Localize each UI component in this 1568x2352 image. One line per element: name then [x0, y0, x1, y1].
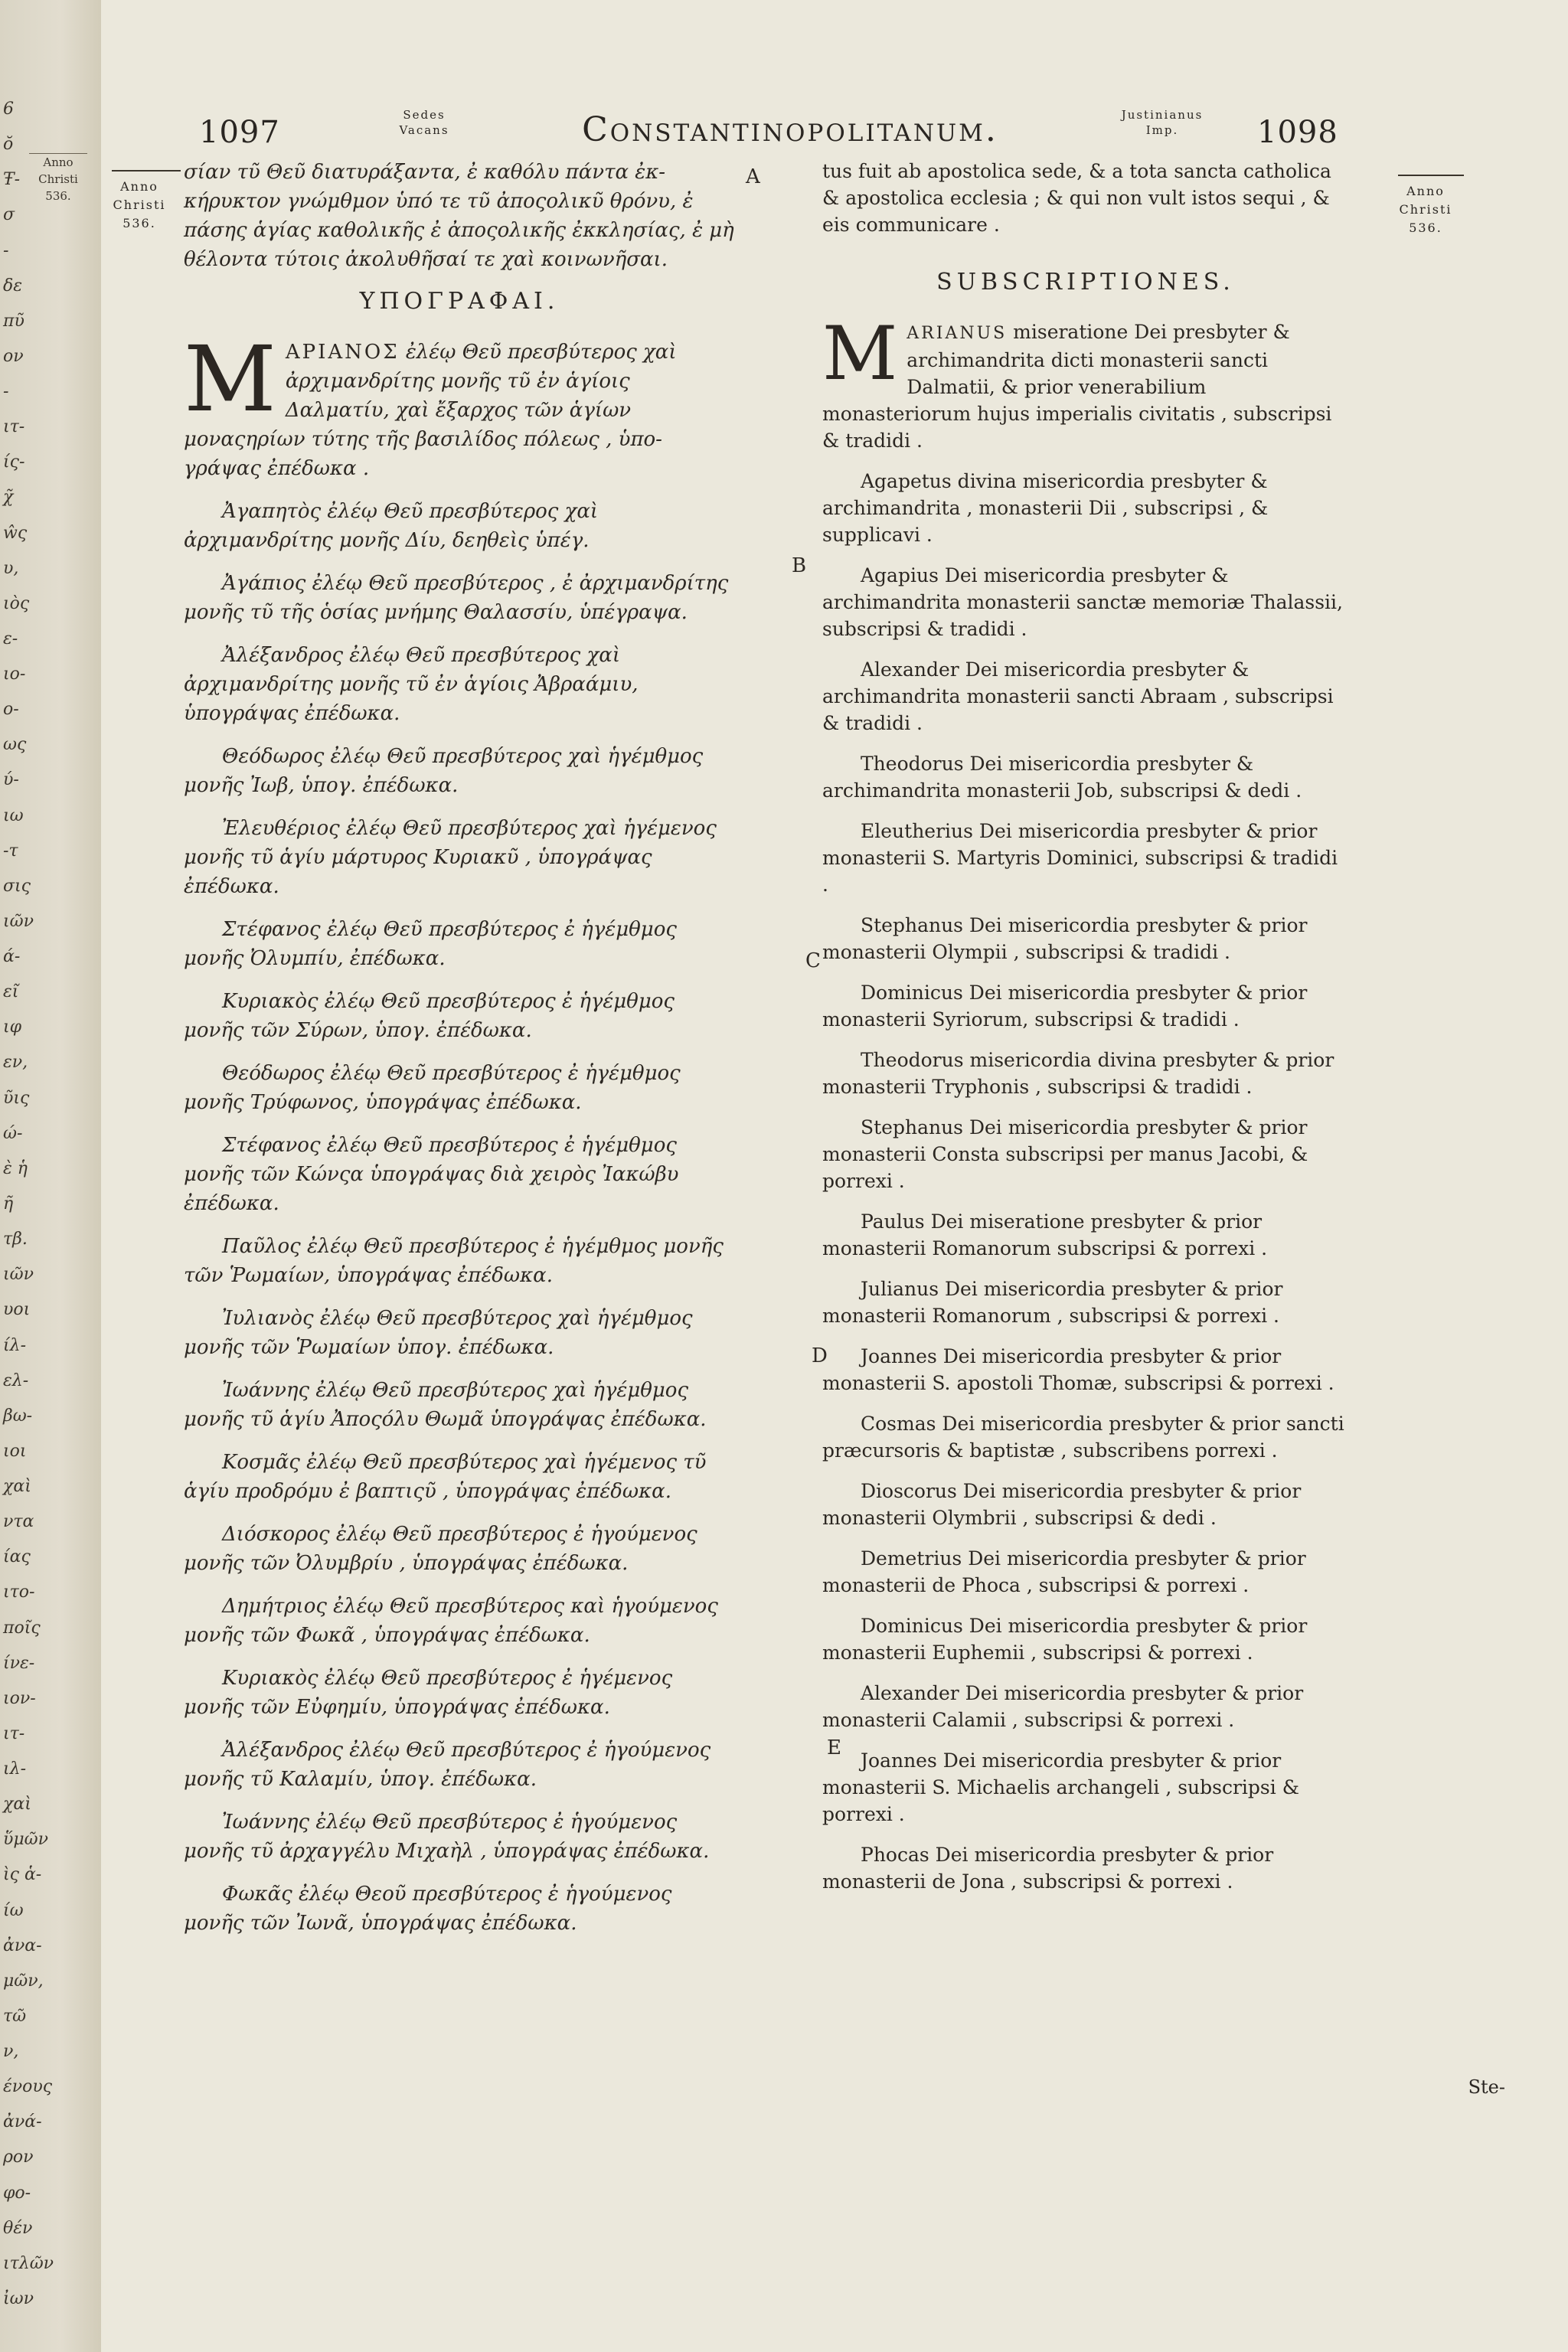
latin-entry: Cosmas Dei misericordia presbyter & prior sancti præcursoris & baptistæ , subscribens porrexi . — [822, 1413, 1344, 1462]
gutter-fragment: ŏ — [3, 135, 14, 154]
gutter-fragment: χ̃ — [3, 488, 14, 507]
gutter-fragment: πῦ — [3, 312, 24, 331]
gutter-fragment: ιτο- — [3, 1583, 35, 1602]
gutter-fragment: ρον — [3, 2148, 34, 2167]
gutter-fragment: ῆ — [3, 1194, 14, 1214]
latin-entry: Joannes Dei misericordia presbyter & prior monasterii S. apostoli Thomæ, subscripsi & porrexi . — [822, 1345, 1334, 1394]
latin-entry: Theodorus misericordia divina presbyter & prior monasterii Tryphonis , subscripsi & tradidi . — [822, 1049, 1334, 1098]
gutter-fragment: μῶν, — [3, 1971, 44, 1991]
greek-heading: ΥΠΟΓΡΑΦΑΙ. — [359, 288, 560, 315]
margin-rule-left — [112, 170, 181, 172]
greek-entry: Θεόδωρος ἐλέῳ Θεῦ πρεσβύτερος ἐ ἡγέμθμος μονῆς Τρύφωνος, ὑπογράψας ἐπέδωκα. — [184, 1062, 681, 1114]
gutter-fragment: ελ- — [3, 1371, 29, 1390]
gutter-fragment: τβ. — [3, 1230, 28, 1249]
gutter-fragment: ύ- — [3, 770, 19, 789]
gutter-fragment: εῖ — [3, 982, 19, 1001]
gutter-fragment: υ, — [3, 559, 19, 578]
gutter-fragment: ιοι — [3, 1442, 27, 1461]
latin-entry: Joannes Dei misericordia presbyter & prior monasterii S. Michaelis archangeli , subscripsi & porrexi . — [822, 1749, 1299, 1825]
gutter-fragment: υοι — [3, 1300, 31, 1319]
greek-entries — [184, 497, 735, 1938]
gutter-fragment: θέν — [3, 2219, 33, 2238]
gutter-fragment: ὶς ἁ- — [3, 1865, 42, 1884]
running-title: Constantinopolitanum. — [582, 110, 998, 149]
header-vacans: Vacans — [399, 123, 449, 137]
latin-first-caps: ARIANUS — [906, 324, 1008, 343]
greek-entry: Στέφανος ἐλέῳ Θεῦ πρεσβύτερος ἐ ἡγέμθμος μονῆς Ὀλυμπίυ, ἐπέδωκα. — [184, 918, 677, 970]
margin-rule-right — [1398, 175, 1464, 176]
gutter-fragment: ε- — [3, 629, 18, 648]
latin-entry: Agapetus divina misericordia presbyter & archimandrita , monasterii Dii , subscripsi , & supplicavi . — [822, 470, 1269, 546]
page-number-right: 1098 — [1257, 115, 1338, 150]
gutter-fragment: - — [3, 382, 9, 401]
gutter-fragment: ιῶν — [3, 1265, 34, 1284]
greek-entry: Ἰωάννης ἐλέῳ Θεῦ πρεσβύτερος χαὶ ἡγέμθμος μονῆς τῦ ἁγίυ Ἀποςόλυ Θωμᾶ ὑπογράψας ἐπέδωκα. — [184, 1379, 707, 1431]
greek-first-caps: ΑΡΙΑΝΟΣ — [285, 341, 400, 364]
latin-heading: SUBSCRIPTIONES. — [936, 269, 1235, 296]
latin-entry: Alexander Dei misericordia presbyter & archimandrita monasterii sancti Abraam , subscripsi & tradidi . — [822, 658, 1334, 734]
gutter-fragment: ίω — [3, 1901, 24, 1920]
latin-entry: Julianus Dei misericordia presbyter & prior monasterii Romanorum , subscripsi & porrexi . — [822, 1278, 1283, 1327]
latin-entry: Demetrius Dei misericordia presbyter & prior monasterii de Phoca , subscripsi & porrexi . — [822, 1547, 1306, 1596]
gutter-fragment: ἀνα- — [3, 1936, 42, 1955]
gutter-fragment: ένους — [3, 2077, 53, 2096]
gutter-fragment: 6 — [3, 100, 14, 119]
gutter-fragment: ντα — [3, 1512, 34, 1531]
margin-anno-christi-right: Anno Christi 536. — [1399, 184, 1452, 235]
gutter-fragment: ίς- — [3, 452, 25, 472]
gutter-fragment: ιο- — [3, 665, 26, 684]
latin-entry: Dioscorus Dei misericordia presbyter & prior monasterii Olymbrii , subscripsi & dedi . — [822, 1480, 1302, 1529]
greek-entry: Ἀλέξανδρος ἐλέῳ Θεῦ πρεσβύτερος ἐ ἡγούμενος μονῆς τῦ Καλαμίυ, ὑπογ. ἐπέδωκα. — [184, 1739, 711, 1791]
catchword: Ste- — [1468, 2076, 1505, 2098]
gutter-fragment: ἰων — [3, 2289, 34, 2308]
greek-entry: Διόσκορος ἐλέῳ Θεῦ πρεσβύτερος ἐ ἡγούμενος μονῆς τῶν Ὀλυμβρίυ , ὑπογράψας ἐπέδωκα. — [184, 1523, 697, 1575]
gutter-fragment: ἀνά- — [3, 2112, 42, 2132]
latin-entry: Eleutherius Dei misericordia presbyter & prior monasterii S. Martyris Dominici, subscripsi & tradidi . — [822, 820, 1338, 896]
section-letter-c: C — [805, 949, 821, 972]
latin-entry: Alexander Dei misericordia presbyter & prior monasterii Calamii , subscripsi & porrexi . — [822, 1682, 1304, 1731]
gutter-fragment: χαὶ — [3, 1795, 31, 1814]
gutter-fragment: ον — [3, 347, 24, 366]
gutter-fragment: ίας — [3, 1547, 31, 1566]
gutter-fragment: ιτ- — [3, 417, 25, 436]
gutter-fragment: ιτλῶν — [3, 2254, 54, 2273]
gutter-fragment: ῦις — [3, 1089, 30, 1108]
header-sedes: Sedes — [403, 108, 446, 122]
greek-entry: Ἀγαπητὸς ἐλέῳ Θεῦ πρεσβύτερος χαὶ ἀρχιμανδρίτης μονῆς Δίυ, δεηθεὶς ὑπέγ. — [184, 500, 599, 552]
header-imp: Imp. — [1145, 123, 1179, 137]
greek-first-entry — [184, 326, 735, 483]
section-letter-a: A — [746, 165, 760, 188]
header-justinianus: Justinianus — [1121, 108, 1204, 122]
latin-entry: Dominicus Dei misericordia presbyter & prior monasterii Syriorum, subscripsi & tradidi . — [822, 982, 1308, 1031]
latin-entry: Dominicus Dei misericordia presbyter & prior monasterii Euphemii , subscripsi & porrexi . — [822, 1615, 1308, 1664]
gutter-fragment: ως — [3, 735, 27, 754]
greek-entry: Ἰυλιανὸς ἐλέῳ Θεῦ πρεσβύτερος χαὶ ἡγέμθμος μονῆς τῶν Ῥωμαίων ὑπογ. ἐπέδωκα. — [184, 1307, 693, 1359]
gutter-fragment: ίλ- — [3, 1336, 27, 1355]
greek-entry: Θεόδωρος ἐλέῳ Θεῦ πρεσβύτερος χαὶ ἡγέμθμος μονῆς Ἰωβ, ὑπογ. ἐπέδωκα. — [184, 745, 704, 797]
greek-entry: Στέφανος ἐλέῳ Θεῦ πρεσβύτερος ἐ ἡγέμθμος μονῆς τῶν Κώνςα ὑπογράψας διὰ χειρὸς Ἰακώβυ ἐπέδωκα. — [184, 1134, 679, 1215]
gutter-fragment: ιὸς — [3, 594, 30, 613]
greek-entry: Ἰωάννης ἐλέῳ Θεῦ πρεσβύτερος ἐ ἡγούμενος μονῆς τῦ ἀρχαγγέλυ Μιχαὴλ , ὑπογράψας ἐπέδωκα. — [184, 1811, 710, 1863]
gutter-fragment: ιω — [3, 806, 24, 825]
gutter-fragment: ὕμῶν — [3, 1830, 48, 1849]
greek-entry: Ἀλέξανδρος ἐλέῳ Θεῦ πρεσβύτερος χαὶ ἀρχιμανδρίτης μονῆς τῦ ἐν ἁγίοις Ἀβραάμιυ, ὑπογράψας ἐπέδωκα. — [184, 644, 639, 725]
gutter-fragment: χαὶ — [3, 1477, 31, 1496]
gutter-fragment: -τ — [3, 841, 18, 861]
gutter-anno-christi: Anno Christi 536. — [29, 153, 87, 204]
gutter-fragment: Ŧ- — [3, 170, 21, 189]
gutter-fragment: βω- — [3, 1406, 33, 1426]
greek-entry: Κοσμᾶς ἐλέῳ Θεῦ πρεσβύτερος χαὶ ἡγέμενος τῦ ἁγίυ προδρόμυ ἐ βαπτιςῦ , ὑπογράψας ἐπέδωκα. — [184, 1451, 707, 1503]
section-letter-b: B — [792, 554, 807, 577]
latin-column — [822, 158, 1349, 1909]
gutter-fragment: ιλ- — [3, 1759, 27, 1779]
latin-first-text: miseratione Dei presbyter & archimandrita dicti monasterii sancti Dalmatii, & prior venerabilium monasteriorum hujus imperialis civitatis , subscripsi & tradidi . — [822, 321, 1332, 452]
page-number-left: 1097 — [199, 115, 280, 150]
gutter-fragment: ŵς — [3, 524, 28, 543]
latin-entries — [822, 468, 1349, 1895]
greek-entry: Φωκᾶς ἐλέῳ Θεοῦ πρεσβύτερος ἐ ἡγούμενος μονῆς τῶν Ἰωνᾶ, ὑπογράψας ἐπέδωκα. — [184, 1883, 672, 1935]
gutter-fragment: ώ- — [3, 1124, 23, 1143]
greek-entry: Ἀγάπιος ἐλέῳ Θεῦ πρεσβύτερος , ἐ ἀρχιμανδρίτης μονῆς τῦ τῆς ὁσίας μνήμης Θαλασσίυ, ὑπέγραψα. — [184, 572, 729, 624]
gutter-fragment: ίνε- — [3, 1654, 35, 1673]
latin-entry: Theodorus Dei misericordia presbyter & archimandrita monasterii Job, subscripsi & dedi . — [822, 753, 1302, 802]
greek-entry: Παῦλος ἐλέῳ Θεῦ πρεσβύτερος ἐ ἡγέμθμος μονῆς τῶν Ῥωμαίων, ὑπογράψας ἐπέδωκα. — [184, 1235, 724, 1287]
greek-entry: Δημήτριος ἐλέῳ Θεῦ πρεσβύτερος καὶ ἡγούμενος μονῆς τῶν Φωκᾶ , ὑπογράψας ἐπέδωκα. — [184, 1595, 718, 1647]
adjacent-page-gutter — [0, 0, 103, 2352]
greek-entry: Ἐλευθέριος ἐλέῳ Θεῦ πρεσβύτερος χαὶ ἡγέμενος μονῆς τῦ ἁγίυ μάρτυρος Κυριακῦ , ὑπογράψας ἐπέδωκα. — [184, 817, 717, 898]
greek-intro: σίαν τῦ Θεῦ διατυράξαντα, ἐ καθόλυ πάντα ἐκ-κήρυκτον γνώμθμον ὑπό τε τῦ ἀποςολικῦ θρόνυ, ἐ πάσης ἁγίας καθολικῆς ἐ ἀποςολικῆς ἐκκλησίας, ἐ μὴ θέλοντα τύτοις ἀκολυθῆσαί τε χαὶ κοινωνῆσαι. — [184, 161, 734, 271]
gutter-fragment: ιον- — [3, 1689, 36, 1708]
latin-intro: tus fuit ab apostolica sede, & a tota sancta catholica & apostolica ecclesia ; & qui non vult istos sequi , & eis communicare . — [822, 160, 1331, 236]
gutter-fragment: ιφ — [3, 1018, 22, 1037]
gutter-fragment: σις — [3, 877, 31, 896]
gutter-fragment: εν, — [3, 1053, 28, 1072]
greek-dropcap: Μ — [184, 326, 276, 432]
gutter-fragment: ποῖς — [3, 1619, 41, 1638]
greek-first-text: ἐλέῳ Θεῦ πρεσβύτερος χαὶ ἀρχιμανδρίτης μονῆς τῦ ἐν ἁγίοις Δαλματίυ, χαὶ ἔξαρχος τῶν ἁγίων μοναςηρίων τύτης τῆς βασιλίδος πόλεως , ὑπο-γράψας ἐπέδωκα . — [184, 341, 677, 480]
latin-entry: Stephanus Dei misericordia presbyter & prior monasterii Olympii , subscripsi & tradidi . — [822, 914, 1308, 963]
header-justinianus-imp — [1093, 107, 1231, 138]
gutter-fragment: ο- — [3, 700, 19, 719]
margin-anno-christi-left: Anno Christi 536. — [113, 179, 166, 230]
gutter-fragment: ιῶν — [3, 912, 34, 931]
gutter-fragment: ιτ- — [3, 1724, 25, 1743]
gutter-fragment: φο- — [3, 2184, 31, 2203]
section-letter-e: E — [827, 1736, 841, 1759]
latin-entry: Agapius Dei misericordia presbyter & archimandrita monasterii sanctæ memoriæ Thalassii, subscripsi & tradidi . — [822, 564, 1343, 640]
gutter-fragment: σ — [3, 205, 15, 224]
gutter-fragment: δε — [3, 276, 23, 296]
gutter-fragment: ν, — [3, 2042, 19, 2061]
gutter-fragment: - — [3, 241, 9, 260]
section-letter-d: D — [812, 1344, 828, 1367]
latin-entry: Stephanus Dei misericordia presbyter & prior monasterii Consta subscripsi per manus Jacobi, & porrexi . — [822, 1116, 1308, 1192]
header-sedes-vacans — [378, 107, 470, 138]
latin-entry: Phocas Dei misericordia presbyter & prior monasterii de Jona , subscripsi & porrexi . — [822, 1844, 1274, 1893]
latin-dropcap: M — [822, 311, 898, 397]
latin-first-entry — [822, 311, 1349, 454]
latin-entry: Paulus Dei miseratione presbyter & prior monasterii Romanorum subscripsi & porrexi . — [822, 1210, 1268, 1259]
gutter-fragment: ά- — [3, 947, 21, 966]
gutter-fragment: ὲ ἡ — [3, 1159, 28, 1178]
greek-entry: Κυριακὸς ἐλέῳ Θεῦ πρεσβύτερος ἐ ἡγέμενος μονῆς τῶν Εὐφημίυ, ὑπογράψας ἐπέδωκα. — [184, 1667, 673, 1719]
book-page — [101, 0, 1568, 2352]
greek-entry: Κυριακὸς ἐλέῳ Θεῦ πρεσβύτερος ἐ ἡγέμθμος μονῆς τῶν Σύρων, ὑπογ. ἐπέδωκα. — [184, 990, 675, 1042]
gutter-fragment: τῶ — [3, 2007, 27, 2026]
greek-column — [184, 158, 735, 1952]
